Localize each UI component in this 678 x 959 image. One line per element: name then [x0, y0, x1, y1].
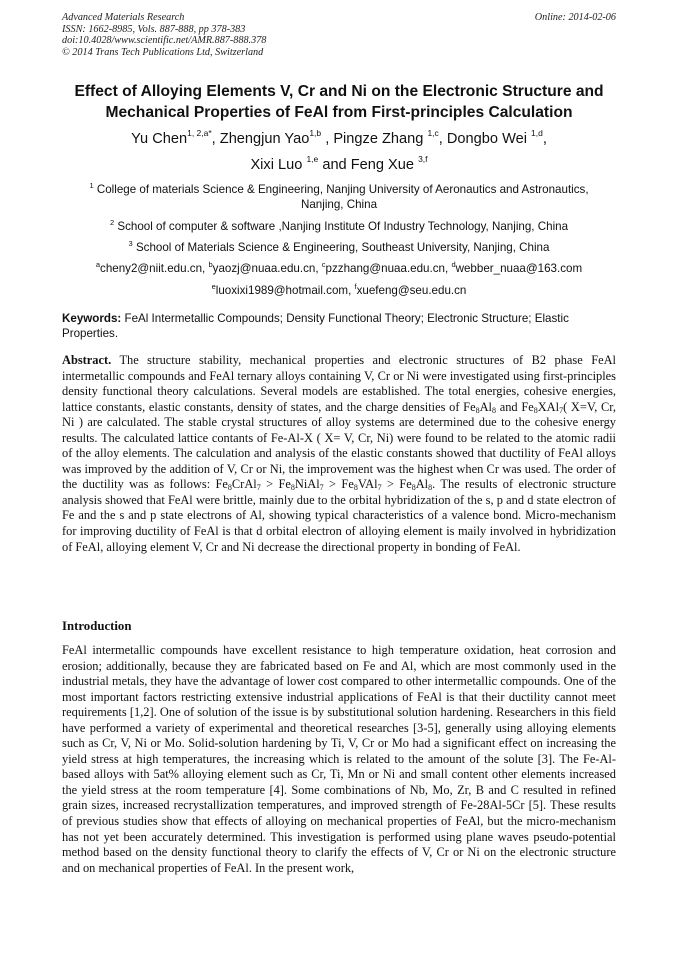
author-affil-sup: 1,b: [309, 128, 322, 138]
formula-fe8nial7: $Fe_8NiAl_7$: [278, 477, 324, 493]
email-sup: a: [95, 260, 101, 269]
keywords-label: Keywords:: [62, 312, 122, 325]
affiliation-number: 2: [109, 218, 115, 227]
introduction-heading: Introduction: [62, 619, 132, 633]
email-d[interactable]: webber_nuaa@163.com: [455, 262, 583, 275]
author-affil-sup: 3,f: [418, 154, 428, 164]
title-line-1: Effect of Alloying Elements V, Cr and Ni on the Electronic Structure and: [74, 83, 604, 100]
email-a[interactable]: cheny2@niit.edu.cn: [100, 262, 203, 275]
author-affil-sup: 1,c: [427, 128, 439, 138]
formula-fe8xal7: $Fe_8XAl_7$: [521, 399, 564, 415]
abstract-text-3: ( X=V, Cr, Ni ) are calculated. The stable crystal structures of alloy systems are determined due to the cohesive energy results. The calculated lattice contants of Fe-Al-X ( X= V, Cr, Ni) were found to be related to the atomic radii of the alloy elements. The calculation and analysis of the elastic constants showed that ductility of FeAl alloys was improved by the addition of V, Cr or Ni, the improvement was the highest when Cr was used. The order of the ductility was as follows:: [62, 399, 616, 492]
issn-line: ISSN: 1662-8985, Vols. 887-888, pp 378-383: [62, 23, 246, 35]
affiliation-number: 3: [128, 239, 133, 248]
journal-header: [62, 12, 266, 58]
copyright-line: © 2014 Trans Tech Publications Ltd, Switzerland: [62, 46, 264, 58]
author-line-2: [50, 152, 628, 178]
email-sup: e: [211, 282, 216, 291]
doi-line: doi:10.4028/www.scientific.net/AMR.887-888.378: [62, 35, 267, 47]
email-e[interactable]: luoxixi1989@hotmail.com: [215, 284, 349, 297]
abstract: [62, 353, 616, 555]
journal-name: Advanced Materials Research: [62, 12, 185, 23]
online-date: Online: 2014-02-06: [534, 12, 616, 23]
ductility-separator: >: [381, 477, 400, 492]
author-line-1: Yu Chen$^{1, 2,a*}$, Zhengjun Yao$^{1,b}$ , Pingze Zhang $^{1,c}$, Dongbo Wei $^{1,d}$,: [131, 128, 547, 147]
author-name: and Feng Xue: [322, 157, 419, 173]
affiliation-1-line-1: [56, 182, 622, 197]
author-name: Zhengjun Yao: [219, 131, 310, 147]
affiliation-number: 1: [89, 181, 94, 190]
formula-fe8cral7: $Fe_8CrAl_7$: [215, 477, 261, 493]
email-b[interactable]: yaozj@nuaa.edu.cn: [212, 262, 316, 275]
affiliation-2: [56, 219, 622, 234]
affiliation-text: College of materials Science & Engineering, Nanjing University of Aeronautics and Astronautics,: [96, 183, 589, 196]
email-sup: d: [451, 260, 456, 269]
affiliation-1: [56, 182, 622, 212]
affiliation-1-line-2: Nanjing, China: [300, 198, 378, 211]
formula-fe8val7: $Fe_8VAl_7$: [341, 477, 382, 493]
formula-fe8al8: $Fe_8Al_8$: [399, 477, 433, 493]
email-line-2: $^e$luoxixi1989@hotmail.com, $^f$xuefeng@seu.edu.cn: [211, 282, 467, 297]
email-sup: c: [321, 260, 326, 269]
author-name: Xixi Luo: [250, 157, 307, 173]
keywords-text: FeAl Intermetallic Compounds; Density Functional Theory; Electronic Structure; Elastic Properties.: [62, 312, 569, 340]
email-sup: f: [354, 282, 357, 291]
author-list: [50, 126, 628, 178]
email-f[interactable]: xuefeng@seu.edu.cn: [356, 284, 467, 297]
abstract-text-4: . The results of electronic structure analysis showed that FeAl were brittle, mainly due to the orbital hybridization of the s, p and d state electron of Fe and the s and p state electrons of Al, showing typical characteristics of a valence bond. Micro-mechanism for improving ductility of FeAl is that d orbital electron of alloying element is maily involved in hybridization of FeAl, alloying element V, Cr and Ni decrease the directional property in bonding of FeAl.: [62, 477, 617, 554]
author-name: Yu Chen: [131, 131, 188, 147]
abstract-text-1: The structure stability, mechanical properties and electronic structures of B2 phase FeAl intermetallic compounds and FeAl ternary alloys containing V, Cr or Ni were investigated using first-principles density functional theory calculations. Several models are established. The total energies, cohesive energies, lattice constants, elastic constants, density of states, and the charge densities of: [62, 353, 616, 414]
abstract-text-2: and: [495, 399, 522, 414]
ductility-separator: >: [260, 477, 279, 492]
email-c[interactable]: pzzhang@nuaa.edu.cn: [325, 262, 445, 275]
email-line-1: $^a$cheny2@niit.edu.cn, $^b$yaozj@nuaa.edu.cn, $^c$pzzhang@nuaa.edu.cn, $^d$webber_nuaa@163.com: [95, 260, 583, 275]
author-name: Pingze Zhang: [333, 131, 428, 147]
abstract-label: Abstract.: [62, 353, 112, 367]
author-affil-sup: 1,d: [531, 128, 543, 138]
ductility-separator: >: [323, 477, 342, 492]
author-affil-sup: 1,e: [306, 154, 319, 164]
author-affil-sup: 1, 2,a*: [187, 128, 212, 138]
introduction-text: FeAl intermetallic compounds have excellent resistance to high temperature oxidation, heat corrosion and erosion; additionally, because they are fabricated based on Fe and Al, which are most commonly used in the industrial metals, they have the advantage of lower cost compared to other intermetallic compounds. One of the most important factors restricting extensive industrial applications of FeAl is that their ductility cannot meet requirements [1,2]. One of solution of the issue is by substitutional solution hardening. Researchers in this field have performed a variety of experimental and theoretical researches [3-5], generally using alloying elements such as Cr, V, Ni or Mo. Solid-solution hardening by Ti, V, Cr or Mo had a significant effect on increasing the yield stress at high temperatures, the increasing which is related to the amount of the solute [3]. The Fe-Al-based alloys with 5at% alloying element such as Cr, Ti, Mn or Ni and small content other elements increased the yield stress at the room temperature [4]. Some combinations of Nb, Mo, Zr, B and C resulted in refined grain sizes, increased recrystallization temperatures, and improved strength of Fe-28Al-5Cr [5]. These results of previous studies show that effects of alloying on mechanical properties of FeAl, but the micro-mechanism has not yet been accurately determined. This investigation is performed using plane waves pseudo-potential method based on the density functional theory to clarify the effects of V, Cr or Ni on the electronic structure and on mechanical properties of FeAl. In the present work,: [62, 643, 616, 875]
email-sup: b: [208, 260, 213, 269]
formula-fe8al8: $Fe_8Al_8$: [463, 399, 496, 415]
title-line-2: Mechanical Properties of FeAl from First-principles Calculation: [105, 104, 573, 121]
affiliation-3: [56, 240, 622, 255]
affiliation-text: School of computer & software ,Nanjing Institute Of Industry Technology, Nanjing, China: [117, 220, 569, 233]
keywords: [62, 311, 616, 341]
affiliation-text: School of Materials Science & Engineering, Southeast University, Nanjing, China: [135, 241, 550, 254]
author-name: Dongbo Wei: [446, 131, 531, 147]
paper-title: [56, 81, 622, 123]
